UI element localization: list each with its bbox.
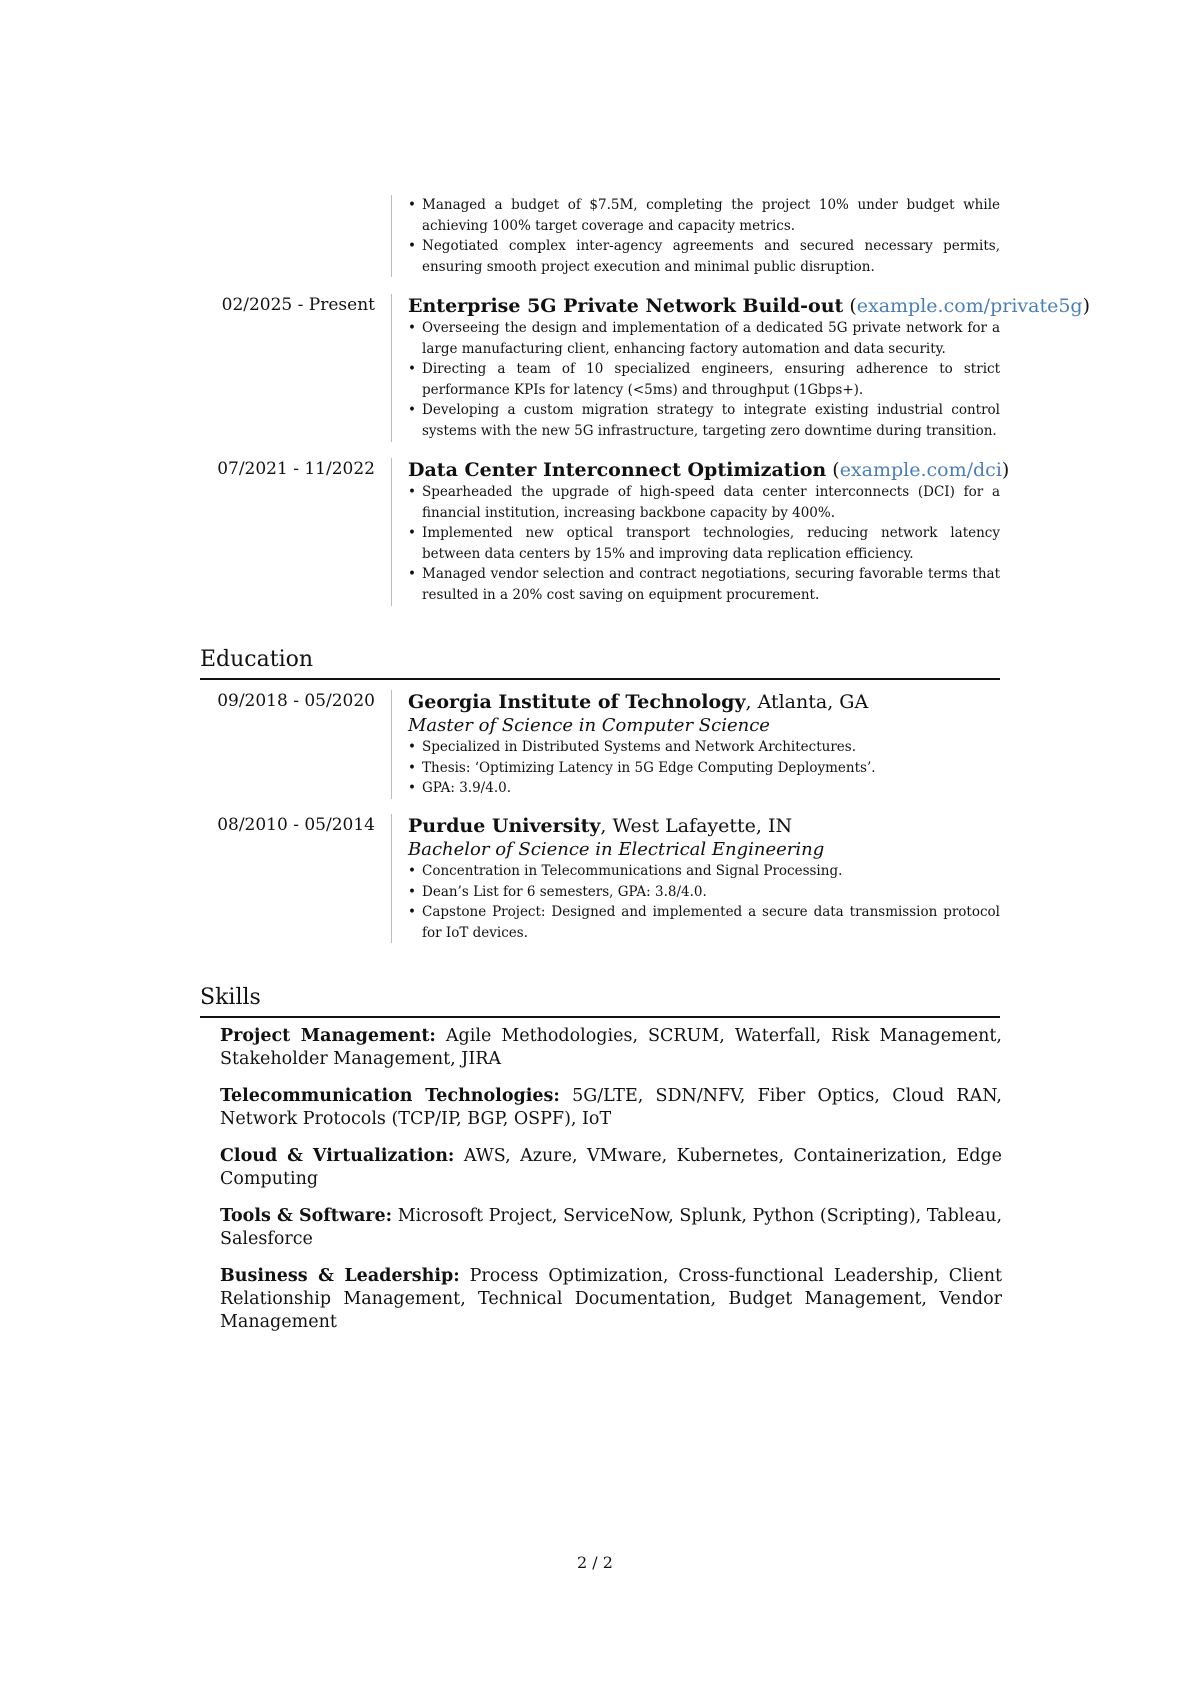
bullet-item: • Implemented new optical transport technologies, reducing network latency between data centers by 15% and improving data replication efficiency. [408,523,1000,564]
bullet-item: • Managed a budget of $7.5M, completing the project 10% under budget while achieving 100% target coverage and capacity metrics. [408,195,1000,236]
project-title: Enterprise 5G Private Network Build-out [408,295,844,317]
skill-item [220,1025,1002,1071]
bullet-item: • Concentration in Telecommunications and Signal Processing. [408,861,1000,882]
bullet-item: • GPA: 3.9/4.0. [408,778,1000,799]
bullet-list [408,318,1000,442]
bullet-item: • Managed vendor selection and contract negotiations, securing favorable terms that resulted in a 20% cost saving on equipment procurement. [408,564,1000,605]
skill-item [220,1085,1002,1131]
bullet-item: • Dean’s List for 6 semesters, GPA: 3.8/4.0. [408,882,1000,903]
skill-item [220,1265,1002,1334]
bullet-item: • Directing a team of 10 specialized engineers, ensuring adherence to strict performance KPIs for latency (<5ms) and throughput (1Gbps+). [408,359,1000,400]
degree-title: Bachelor of Science in Electrical Engineering [408,839,825,860]
school-name: Purdue University [408,815,601,837]
bullet-list [408,861,1000,943]
education-heading: Education [200,646,1000,680]
bullet-item: • Negotiated complex inter-agency agreements and secured necessary permits, ensuring smooth project execution and minimal public disruption. [408,236,1000,277]
skill-label: Project Management: [220,1026,436,1046]
bullet-list [408,737,1000,799]
skill-value: Microsoft Project, ServiceNow, Splunk, Python (Scripting), Tableau, Salesforce [220,1206,1003,1249]
bullet-item: • Thesis: ‘Optimizing Latency in 5G Edge Computing Deployments’. [408,758,1000,779]
entry-date: 08/2010 - 05/2014 [217,815,375,835]
project-title: Data Center Interconnect Optimization [408,459,827,481]
bullet-item: • Spearheaded the upgrade of high-speed data center interconnects (DCI) for a financial institution, increasing backbone capacity by 400%. [408,482,1000,523]
page-number: 2 / 2 [577,1553,613,1572]
skill-value: Agile Methodologies, SCRUM, Waterfall, Risk Management, Stakeholder Management, JIRA [220,1026,1002,1069]
entry-date: 02/2025 - Present [221,295,375,315]
bullet-list [408,482,1000,606]
experience-continued-body [391,195,1000,277]
skill-label: Telecommunication Technologies: [220,1086,560,1106]
bullet-item: • Overseeing the design and implementation of a dedicated 5G private network for a large manufacturing client, enhancing factory automation and data security. [408,318,1000,359]
skill-value: 5G/LTE, SDN/NFV, Fiber Optics, Cloud RAN, Network Protocols (TCP/IP, BGP, OSPF), IoT [220,1086,1002,1129]
entry-title-line [408,690,1000,714]
entry-date: 07/2021 - 11/2022 [217,459,375,479]
school-location: , Atlanta, GA [745,691,869,713]
skill-item [220,1145,1002,1191]
skill-label: Tools & Software: [220,1206,393,1226]
bullet-item: • Capstone Project: Designed and implemented a secure data transmission protocol for IoT devices. [408,902,1000,943]
skills-list [220,1025,1002,1348]
entry-title-line: Data Center Interconnect Optimization (example.com/dci) [408,459,1010,481]
bullet-item: • Specialized in Distributed Systems and Network Architectures. [408,737,1000,758]
school-name: Georgia Institute of Technology [408,691,746,713]
skills-heading: Skills [200,984,1000,1018]
entry-title-line [408,814,1000,838]
skill-value: Process Optimization, Cross-functional Leadership, Client Relationship Management, Technical Documentation, Budget Management, Vendor Management [220,1266,1002,1332]
bullet-item: • Developing a custom migration strategy to integrate existing industrial control systems with the new 5G infrastructure, targeting zero downtime during transition. [408,400,1000,441]
entry-body [391,690,1000,799]
skill-value: AWS, Azure, VMware, Kubernetes, Containerization, Edge Computing [220,1146,1002,1189]
skill-label: Cloud & Virtualization: [220,1146,455,1166]
skill-label: Business & Leadership: [220,1266,460,1286]
bullet-list [408,195,1000,277]
entry-body [391,458,1010,606]
entry-body [391,294,1091,442]
project-link[interactable]: example.com/dci [839,459,1002,481]
entry-body [391,814,1000,943]
project-link[interactable]: example.com/private5g [856,295,1083,317]
school-location: , West Lafayette, IN [600,815,793,837]
skill-item [220,1205,1002,1251]
entry-title-line: Enterprise 5G Private Network Build-out (example.com/private5g) [408,295,1091,317]
entry-date: 09/2018 - 05/2020 [217,691,375,711]
degree-title: Master of Science in Computer Science [408,715,770,736]
